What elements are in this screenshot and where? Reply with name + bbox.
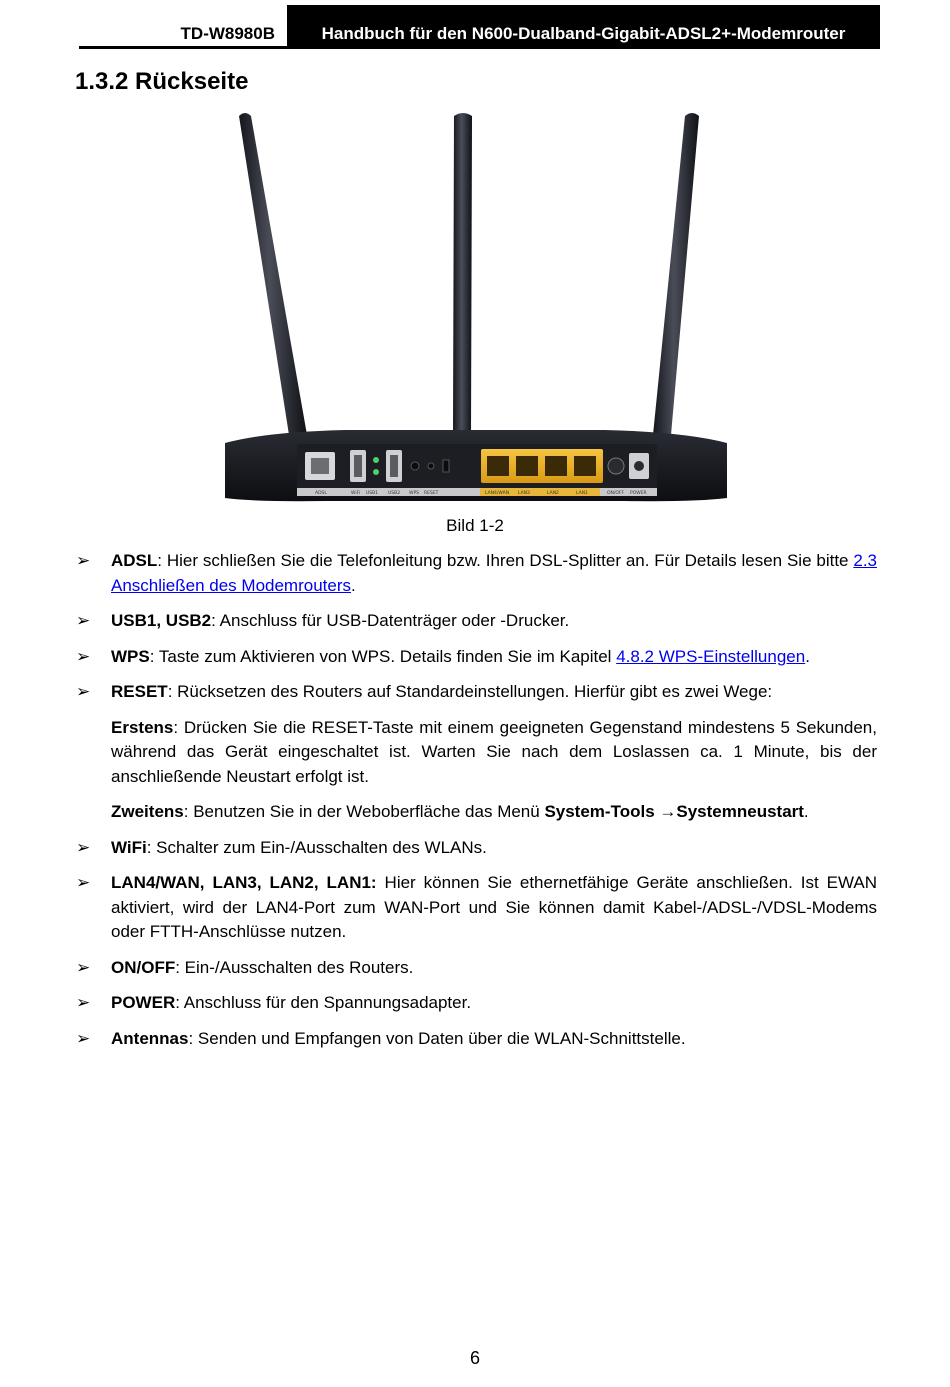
text-onoff: : Ein-/Ausschalten des Routers.: [175, 957, 414, 977]
label-wifi: WiFi: [351, 491, 361, 496]
term-reset: RESET: [111, 682, 168, 701]
label-lan2: LAN2: [547, 491, 559, 496]
bullet-icon: ➢: [76, 957, 91, 977]
term-wifi: WiFi: [111, 837, 147, 857]
bullet-icon: ➢: [76, 837, 91, 857]
label-lan4wan: LAN4/WAN: [485, 491, 510, 496]
usb2-led: [373, 469, 379, 475]
bullet-icon: ➢: [76, 1028, 91, 1048]
text-wps-after: .: [805, 646, 810, 666]
list-item-usb: [76, 609, 877, 634]
bullet-icon: ➢: [76, 646, 91, 666]
text-antennas: : Senden und Empfangen von Daten über die WLAN-Schnittstelle.: [188, 1028, 686, 1048]
term-onoff: ON/OFF: [111, 957, 176, 977]
text-erstens: : Drücken Sie die RESET-Taste mit einem geeigneten Gegenstand mindestens 5 Sekunden, während das Gerät eingeschaltet ist. Warten Sie nach dem Loslassen ca. 1 Minute, bis der anschließende Neustart erfolgt ist.: [111, 717, 877, 786]
label-lan1: LAN1: [576, 491, 588, 496]
list-item-adsl: [76, 549, 877, 598]
term-power: POWER: [111, 993, 176, 1012]
bullet-icon: ➢: [76, 993, 91, 1012]
header-title: Handbuch für den N600-Dualband-Gigabit-ADSL2+-Modemrouter: [287, 5, 880, 49]
link-wps-einstellungen[interactable]: 4.8.2 WPS-Einstellungen: [616, 646, 806, 666]
router-rear-figure: [225, 110, 727, 505]
link-anschliessen[interactable]: 2.3 Anschließen des Modemrouters: [111, 551, 877, 595]
reset-button: [428, 463, 434, 469]
term-zweitens: Zweitens: [111, 802, 184, 821]
text-usb: : Anschluss für USB-Datenträger oder -Drucker.: [211, 611, 570, 630]
port-description-list: [76, 549, 877, 1062]
antenna-left: [239, 113, 307, 435]
power-jack: [629, 453, 649, 479]
text-wifi: : Schalter zum Ein-/Ausschalten des WLANs.: [146, 837, 487, 857]
text-adsl-after: .: [351, 575, 356, 595]
term-lan: LAN4/WAN, LAN3, LAN2, LAN1:: [111, 873, 377, 892]
list-item-reset: [76, 680, 877, 705]
term-wps: WPS: [111, 646, 150, 666]
label-lan3: LAN3: [518, 491, 530, 496]
list-item-lan: [76, 871, 877, 945]
label-power: POWER: [630, 491, 647, 496]
label-wps: WPS: [409, 491, 420, 496]
antenna-right: [653, 113, 699, 435]
list-item-onoff: [76, 956, 877, 981]
section-title: 1.3.2 Rückseite: [75, 68, 249, 95]
label-adsl: ADSL: [315, 491, 327, 496]
wps-button: [411, 462, 419, 470]
usb1-port: [350, 450, 366, 482]
text-lan: Hier können Sie ethernetfähige Geräte anschließen. Ist EWAN aktiviert, wird der LAN4-Port zum WAN-Port und Sie können damit Kabel-/ADSL-/VDSL-Modems oder FTTH-Anschlüsse nutzen.: [111, 873, 877, 941]
term-erstens: Erstens: [111, 717, 174, 737]
reset-method-first: [76, 716, 877, 790]
wifi-switch: [443, 460, 449, 472]
bullet-icon: ➢: [76, 873, 91, 892]
bullet-icon: ➢: [76, 611, 91, 630]
list-item-wps: [76, 645, 877, 670]
label-reset: RESET: [424, 491, 439, 496]
header-model: TD-W8980B: [79, 5, 287, 49]
usb2-port: [386, 450, 402, 482]
router-body: [225, 430, 727, 501]
label-onoff: ON/OFF: [607, 491, 625, 496]
lan-ports: [481, 449, 603, 483]
text-adsl: : Hier schließen Sie die Telefonleitung bzw. Ihren DSL-Splitter an. Für Details lesen Sie bitte: [157, 551, 854, 570]
figure-caption: Bild 1-2: [446, 516, 504, 535]
term-adsl: ADSL: [111, 551, 158, 570]
bullet-icon: ➢: [76, 551, 91, 570]
label-usb2: USB2: [388, 491, 401, 496]
antenna-center: [453, 113, 472, 435]
page-number: 6: [469, 1348, 480, 1368]
term-usb: USB1, USB2: [111, 611, 212, 630]
list-item-antennas: [76, 1027, 877, 1052]
text-reset: : Rücksetzen des Routers auf Standardeinstellungen. Hierfür gibt es zwei Wege:: [167, 682, 773, 701]
text-zweitens-after: .: [803, 802, 809, 821]
menu-path: System-Tools →Systemneustart: [544, 802, 804, 821]
page-header: [79, 5, 880, 49]
list-item-wifi: [76, 836, 877, 861]
onoff-button: [608, 458, 624, 474]
text-wps: : Taste zum Aktivieren von WPS. Details finden Sie im Kapitel: [149, 646, 617, 666]
reset-method-second: [76, 800, 877, 825]
label-usb1: USB1: [366, 491, 379, 496]
router-rear-image: [225, 110, 727, 505]
text-power: : Anschluss für den Spannungsadapter.: [175, 993, 472, 1012]
bullet-icon: ➢: [76, 682, 91, 701]
text-zweitens: : Benutzen Sie in der Weboberfläche das Menü: [183, 802, 545, 821]
term-antennas: Antennas: [111, 1028, 189, 1048]
usb1-led: [373, 457, 379, 463]
adsl-port: [305, 452, 335, 480]
list-item-power: [76, 991, 877, 1016]
